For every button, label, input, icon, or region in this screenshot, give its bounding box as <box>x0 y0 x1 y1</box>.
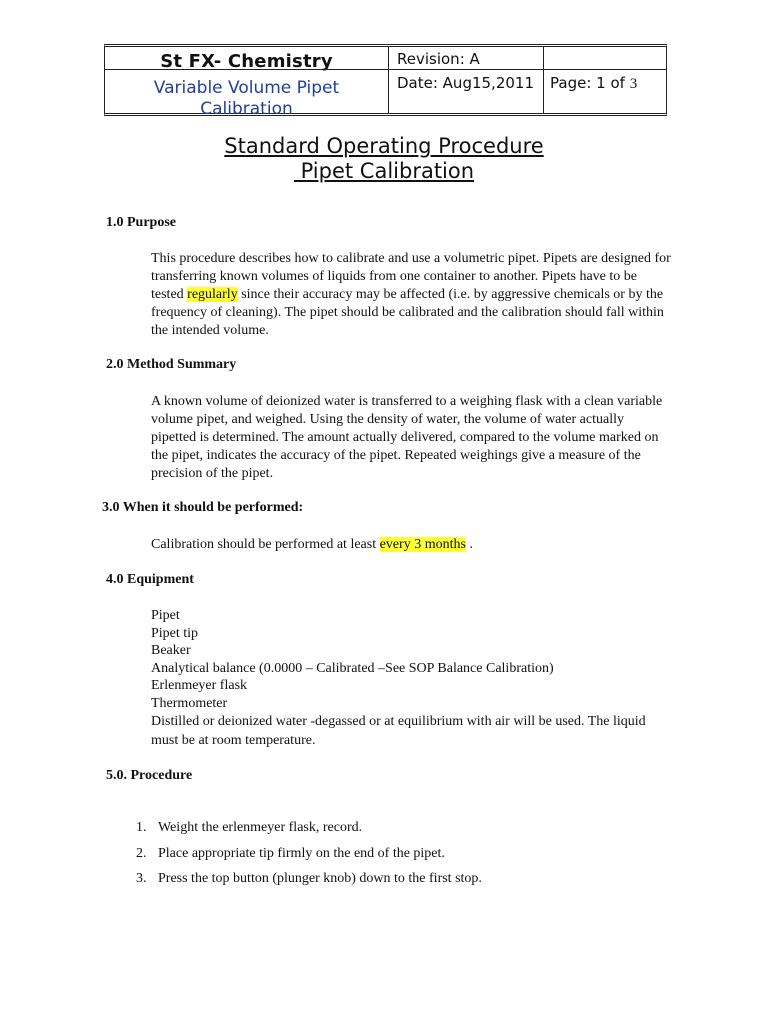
document-title <box>105 78 388 120</box>
date-label: Date: Aug15,2011 <box>397 74 534 92</box>
equipment-item: Distilled or deionized water -degassed or at equilibrium with air will be used. The liquid must be at room temperature. <box>151 714 646 748</box>
procedure-heading: 5.0. Procedure <box>106 768 193 783</box>
equipment-item: Pipet tip <box>151 625 199 641</box>
when-highlight: every 3 months <box>379 537 466 552</box>
when-text-part: . <box>465 537 473 552</box>
equipment-item: Thermometer <box>151 695 228 711</box>
document-title-line1: Variable Volume Pipet <box>153 78 340 98</box>
purpose-text-part: This procedure describes how to calibrate and use a volumetric pipet. Pipets are designed for transferring known volumes of liquids from one container to another. Pipets have to be tested <box>151 251 671 302</box>
page-total: 3 <box>629 76 638 92</box>
equipment-heading: 4.0 Equipment <box>106 572 194 587</box>
step-number: 1. <box>136 820 147 835</box>
page-number <box>550 74 637 93</box>
when-text <box>151 536 671 554</box>
purpose-text <box>151 250 671 340</box>
when-heading: 3.0 When it should be performed: <box>102 500 304 515</box>
header-divider <box>389 69 543 70</box>
step-number: 2. <box>136 845 147 861</box>
equipment-item: Analytical balance (0.0000 – Calibrated –See SOP Balance Calibration) <box>151 660 554 676</box>
procedure-step <box>136 820 482 846</box>
title-line2: Pipet Calibration <box>293 159 475 183</box>
header-page-cell <box>544 47 666 113</box>
page-title <box>0 134 768 184</box>
header-meta-cell <box>389 47 544 113</box>
equipment-item: Beaker <box>151 643 191 658</box>
step-number: 3. <box>136 871 147 886</box>
document-title-line2: Calibration <box>200 99 293 119</box>
equipment-list <box>151 607 661 750</box>
header-table <box>104 44 667 119</box>
procedure-step <box>136 846 482 872</box>
procedure-steps <box>136 820 482 897</box>
purpose-highlight: regularly <box>187 287 238 302</box>
procedure-step <box>136 871 482 897</box>
equipment-item: Erlenmeyer flask <box>151 678 248 693</box>
step-text: Weight the erlenmeyer flask, record. <box>158 820 363 835</box>
method-text: A known volume of deionized water is transferred to a weighing flask with a clean variable volume pipet, and weighed. Using the density of water, the volume of water actually pipetted is determined. The amount actually delivered, compared to the volume marked on the pipet, indicates the accuracy of the pipet. Repeated weighings give a measure of the precision of the pipet. <box>151 394 663 481</box>
title-line1: Standard Operating Procedure <box>224 134 544 158</box>
purpose-text-part: since their accuracy may be affected (i.e. by aggressive chemicals or by the frequency of cleaning). The pipet should be calibrated and the calibration should fall within the intended volume. <box>151 287 664 338</box>
when-text-part: Calibration should be performed at least <box>151 537 380 552</box>
equipment-item: Pipet <box>151 608 180 623</box>
purpose-heading: 1.0 Purpose <box>106 215 176 230</box>
revision-label: Revision: A <box>397 50 480 68</box>
step-text: Press the top button (plunger knob) down to the first stop. <box>158 871 482 886</box>
step-text: Place appropriate tip firmly on the end of the pipet. <box>158 845 445 861</box>
page-prefix: Page: 1 of <box>550 74 630 92</box>
header-title-cell <box>105 47 389 119</box>
organization-name: St FX- Chemistry <box>160 51 333 72</box>
header-divider <box>544 69 666 70</box>
method-heading: 2.0 Method Summary <box>106 357 237 372</box>
header-divider <box>105 69 388 70</box>
